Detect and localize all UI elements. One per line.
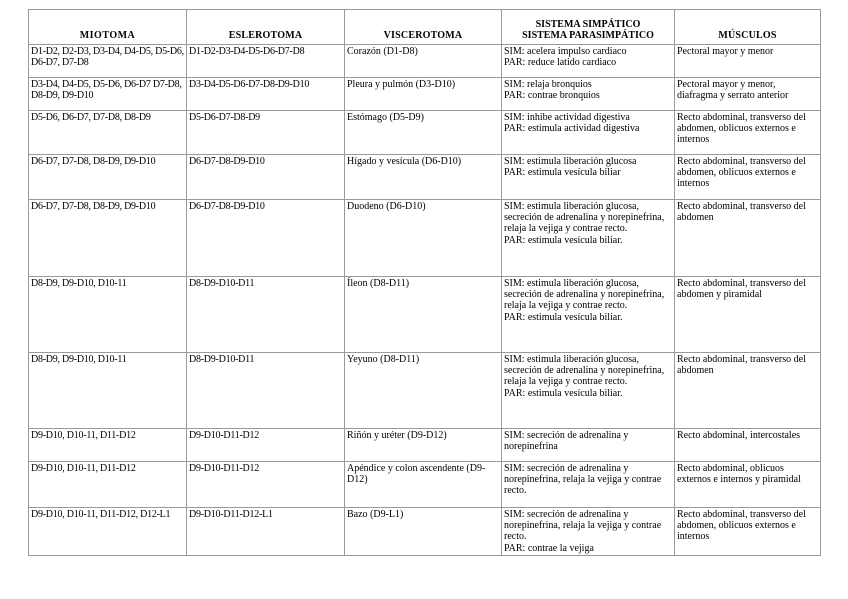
table-row (29, 155, 821, 200)
sistema-simpatico-text: SIM: acelera impulso cardiaco (504, 46, 627, 57)
sistema-parasimpatico-text: PAR: estimula vesícula biliar. (504, 234, 623, 246)
table-row (29, 277, 821, 353)
sistema-cell (502, 111, 675, 155)
header-viscerotoma: VISCEROTOMA (345, 10, 502, 45)
sistema-simpatico-text: SIM: estimula liberación glucosa, secreción de adrenalina y norepinefrina, relaja la vejiga y contrae recto. (504, 201, 665, 235)
sistema-simpatico-text: SIM: secreción de adrenalina y norepinefrina (504, 430, 629, 453)
miotoma-cell: D5-D6, D6-D7, D7-D8, D8-D9 (29, 111, 187, 155)
sistema-cell (502, 277, 675, 353)
musculos-cell: Pectoral mayor y menor (675, 45, 821, 78)
miotoma-cell: D9-D10, D10-11, D11-D12, D12-L1 (29, 508, 187, 556)
sistema-simpatico-text: SIM: estimula liberación glucosa, secreción de adrenalina y norepinefrina, relaja la vejiga y contrae recto. (504, 278, 665, 312)
miotoma-cell: D8-D9, D9-D10, D10-11 (29, 353, 187, 429)
viscerotoma-cell: Estómago (D5-D9) (345, 111, 502, 155)
table-row (29, 462, 821, 508)
viscerotoma-cell: Corazón (D1-D8) (345, 45, 502, 78)
sistema-parasimpatico-text: PAR: reduce latido cardiaco (504, 57, 617, 69)
musculos-cell: Recto abdominal, intercostales (675, 429, 821, 462)
musculos-cell: Recto abdominal, oblicuos externos e internos y piramidal (675, 462, 821, 508)
sistema-cell (502, 462, 675, 508)
table-row (29, 508, 821, 556)
sistema-cell (502, 45, 675, 78)
header-miotoma: MIOTOMA (29, 10, 187, 45)
sistema-parasimpatico-text: PAR: estimula vesícula biliar. (504, 387, 623, 399)
viscerotoma-cell: Apéndice y colon ascendente (D9-D12) (345, 462, 502, 508)
miotoma-cell: D6-D7, D7-D8, D8-D9, D9-D10 (29, 200, 187, 277)
sistema-cell (502, 508, 675, 556)
viscerotoma-cell: Bazo (D9-L1) (345, 508, 502, 556)
miotoma-cell: D3-D4, D4-D5, D5-D6, D6-D7 D7-D8, D8-D9, D9-D10 (29, 78, 187, 111)
esclerotoma-cell: D6-D7-D8-D9-D10 (187, 200, 345, 277)
sistema-cell (502, 78, 675, 111)
viscerotoma-cell: Riñón y uréter (D9-D12) (345, 429, 502, 462)
header-musculos: MÚSCULOS (675, 10, 821, 45)
esclerotoma-cell: D5-D6-D7-D8-D9 (187, 111, 345, 155)
table-row (29, 111, 821, 155)
sistema-cell (502, 200, 675, 277)
sistema-cell (502, 429, 675, 462)
esclerotoma-cell: D9-D10-D11-D12-L1 (187, 508, 345, 556)
sistema-simpatico-text: SIM: relaja bronquios (504, 79, 592, 90)
table-row (29, 200, 821, 277)
sistema-cell (502, 155, 675, 200)
miotoma-cell: D8-D9, D9-D10, D10-11 (29, 277, 187, 353)
sistema-parasimpatico-text: PAR: contrae bronquios (504, 90, 600, 102)
esclerotoma-cell: D9-D10-D11-D12 (187, 462, 345, 508)
esclerotoma-cell: D6-D7-D8-D9-D10 (187, 155, 345, 200)
viscerotoma-cell: Yeyuno (D8-D11) (345, 353, 502, 429)
sistema-parasimpatico-text: PAR: contrae la vejiga (504, 542, 594, 554)
musculos-cell: Recto abdominal, transverso del abdomen, oblicuos externos e internos (675, 111, 821, 155)
sistema-cell (502, 353, 675, 429)
sistema-simpatico-text: SIM: estimula liberación glucosa, secreción de adrenalina y norepinefrina, relaja la vejiga y contrae recto. (504, 354, 665, 388)
viscerotoma-cell: Pleura y pulmón (D3-D10) (345, 78, 502, 111)
esclerotoma-cell: D8-D9-D10-D11 (187, 277, 345, 353)
header-sistema (502, 10, 675, 45)
table-row (29, 78, 821, 111)
header-esclerotoma: ESLEROTOMA (187, 10, 345, 45)
miotoma-cell: D9-D10, D10-11, D11-D12 (29, 429, 187, 462)
dermatome-table (28, 9, 821, 556)
sistema-parasimpatico-text: PAR: estimula vesícula biliar (504, 167, 621, 179)
miotoma-cell: D1-D2, D2-D3, D3-D4, D4-D5, D5-D6, D6-D7, D7-D8 (29, 45, 187, 78)
musculos-cell: Recto abdominal, transverso del abdomen, oblicuos externos e internos (675, 155, 821, 200)
esclerotoma-cell: D3-D4-D5-D6-D7-D8-D9-D10 (187, 78, 345, 111)
sistema-simpatico-text: SIM: estimula liberación glucosa (504, 156, 637, 167)
viscerotoma-cell: Íleon (D8-D11) (345, 277, 502, 353)
table-row (29, 353, 821, 429)
table-row (29, 429, 821, 462)
musculos-cell: Recto abdominal, transverso del abdomen (675, 200, 821, 277)
esclerotoma-cell: D9-D10-D11-D12 (187, 429, 345, 462)
viscerotoma-cell: Duodeno (D6-D10) (345, 200, 502, 277)
table-row (29, 45, 821, 78)
sistema-simpatico-text: SIM: inhibe actividad digestiva (504, 112, 630, 123)
sistema-parasimpatico-text: PAR: estimula vesícula biliar. (504, 311, 623, 323)
musculos-cell: Pectoral mayor y menor, diafragma y serrato anterior (675, 78, 821, 111)
header-row (29, 10, 821, 45)
esclerotoma-cell: D8-D9-D10-D11 (187, 353, 345, 429)
sistema-simpatico-text: SIM: secreción de adrenalina y norepinefrina, relaja la vejiga y contrae recto. (504, 509, 662, 543)
header-sistema-parasimpatico: SISTEMA PARASIMPÁTICO (522, 29, 654, 41)
sistema-parasimpatico-text: PAR: estimula actividad digestiva (504, 123, 640, 135)
musculos-cell: Recto abdominal, transverso del abdomen y piramidal (675, 277, 821, 353)
musculos-cell: Recto abdominal, transverso del abdomen, oblicuos externos e internos (675, 508, 821, 556)
musculos-cell: Recto abdominal, transverso del abdomen (675, 353, 821, 429)
viscerotoma-cell: Hígado y vesícula (D6-D10) (345, 155, 502, 200)
miotoma-cell: D9-D10, D10-11, D11-D12 (29, 462, 187, 508)
sistema-simpatico-text: SIM: secreción de adrenalina y norepinefrina, relaja la vejiga y contrae recto. (504, 463, 662, 497)
esclerotoma-cell: D1-D2-D3-D4-D5-D6-D7-D8 (187, 45, 345, 78)
miotoma-cell: D6-D7, D7-D8, D8-D9, D9-D10 (29, 155, 187, 200)
header-sistema-simpatico: SISTEMA SIMPÁTICO (535, 18, 641, 30)
